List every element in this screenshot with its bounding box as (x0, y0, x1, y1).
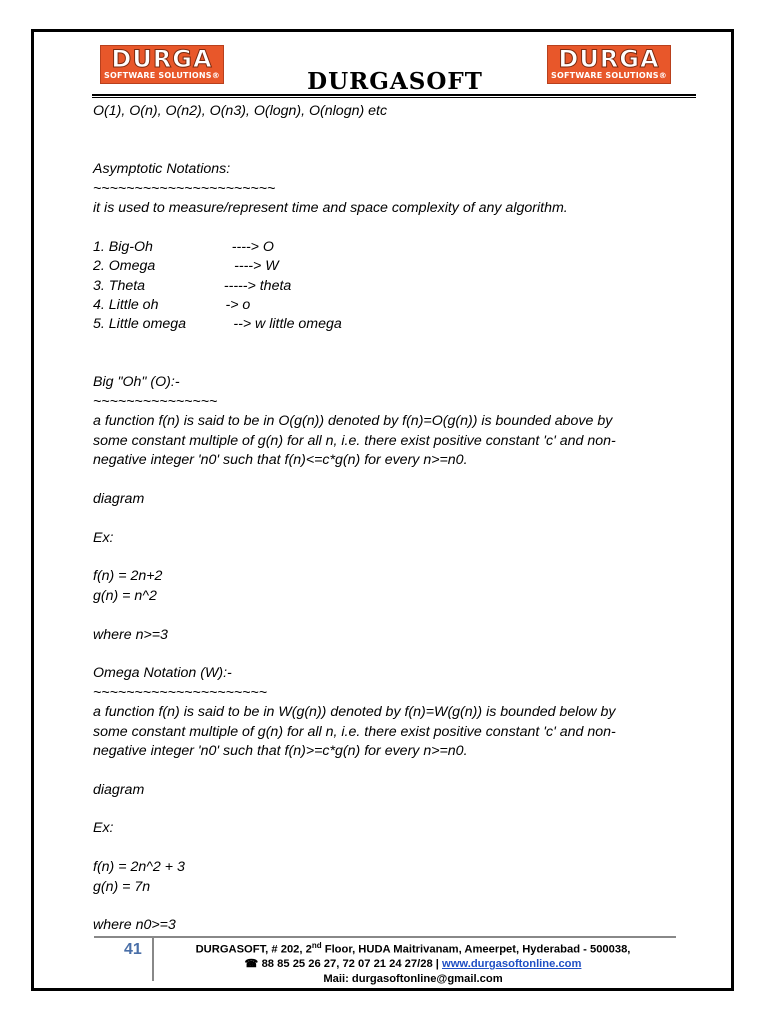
text-line: 5. Little omega --> w little omega (93, 316, 342, 333)
footer (168, 939, 658, 986)
text-line (93, 897, 693, 916)
text-line: ~~~~~~~~~~~~~~~ (93, 393, 218, 410)
text-line (93, 761, 693, 780)
text-line: it is used to measure/represent time and space complexity of any algorithm. (93, 199, 568, 216)
document-body (93, 102, 693, 936)
text-line (93, 800, 693, 819)
text-line: where n0>=3 (93, 917, 176, 934)
text-line: some constant multiple of g(n) for all n, i.e. there exist positive constant 'c' and non- (93, 432, 616, 449)
text-line: negative integer 'n0' such that f(n)>=c*g(n) for every n>=n0. (93, 742, 468, 759)
footer-mail: Maii: durgasoftonline@gmail.com (323, 972, 503, 985)
text-line: 3. Theta -----> theta (93, 277, 292, 294)
logo-subtitle: SOFTWARE SOLUTIONS® (104, 71, 220, 80)
text-line: Ex: (93, 820, 114, 837)
page-title: DURGASOFT (307, 68, 483, 95)
durga-logo-left (100, 45, 224, 84)
text-line (93, 335, 693, 354)
text-line (93, 606, 693, 625)
text-line: some constant multiple of g(n) for all n, i.e. there exist positive constant 'c' and non- (93, 723, 616, 740)
text-line: O(1), O(n), O(n2), O(n3), O(logn), O(nlogn) etc (93, 103, 388, 119)
durga-logo-right (547, 45, 671, 84)
header-divider-thin (92, 97, 696, 98)
footer-phone: ☎ 88 85 25 26 27, 72 07 21 24 27/28 | (244, 958, 443, 971)
footer-divider (94, 936, 676, 938)
text-line: a function f(n) is said to be in W(g(n)) denoted by f(n)=W(g(n)) is bounded below by (93, 704, 616, 721)
text-line (93, 839, 693, 858)
logo-subtitle: SOFTWARE SOLUTIONS® (551, 71, 667, 80)
text-line (93, 121, 693, 140)
text-line: ~~~~~~~~~~~~~~~~~~~~~ (93, 684, 267, 701)
text-line (93, 470, 693, 489)
text-line (93, 509, 693, 528)
text-line: 2. Omega ----> W (93, 258, 279, 275)
text-line: negative integer 'n0' such that f(n)<=c*g(n) for every n>=n0. (93, 452, 468, 469)
page-number-separator (152, 937, 154, 981)
footer-contact (168, 957, 658, 972)
text-line: diagram (93, 781, 145, 798)
text-line: a function f(n) is said to be in O(g(n)) denoted by f(n)=O(g(n)) is bounded above by (93, 413, 613, 430)
text-line: f(n) = 2n+2 (93, 568, 163, 585)
logo-title: DURGA (111, 45, 213, 73)
text-line (93, 354, 693, 373)
text-line: Omega Notation (W):- (93, 665, 232, 682)
text-line (93, 218, 693, 237)
text-line (93, 645, 693, 664)
text-line (93, 548, 693, 567)
text-line: 4. Little oh -> o (93, 296, 251, 313)
header-divider (92, 94, 696, 96)
website-link[interactable]: www.durgasoftonline.com (442, 958, 582, 971)
text-line: g(n) = 7n (93, 878, 151, 895)
text-line: ~~~~~~~~~~~~~~~~~~~~~~ (93, 180, 276, 197)
text-line: Ex: (93, 529, 114, 546)
text-line: f(n) = 2n^2 + 3 (93, 859, 185, 876)
text-line: g(n) = n^2 (93, 587, 157, 604)
logo-title: DURGA (558, 45, 660, 73)
text-line: 1. Big-Oh ----> O (93, 238, 274, 255)
text-line: where n>=3 (93, 626, 168, 643)
text-line: Asymptotic Notations: (93, 161, 231, 178)
page-number: 41 (124, 941, 142, 958)
text-line: Big "Oh" (O):- (93, 374, 180, 391)
text-line: diagram (93, 490, 145, 507)
footer-address: DURGASOFT, # 202, 2nd Floor, HUDA Maitrivanam, Ameerpet, Hyderabad - 500038, (195, 941, 631, 956)
text-line (93, 141, 693, 160)
